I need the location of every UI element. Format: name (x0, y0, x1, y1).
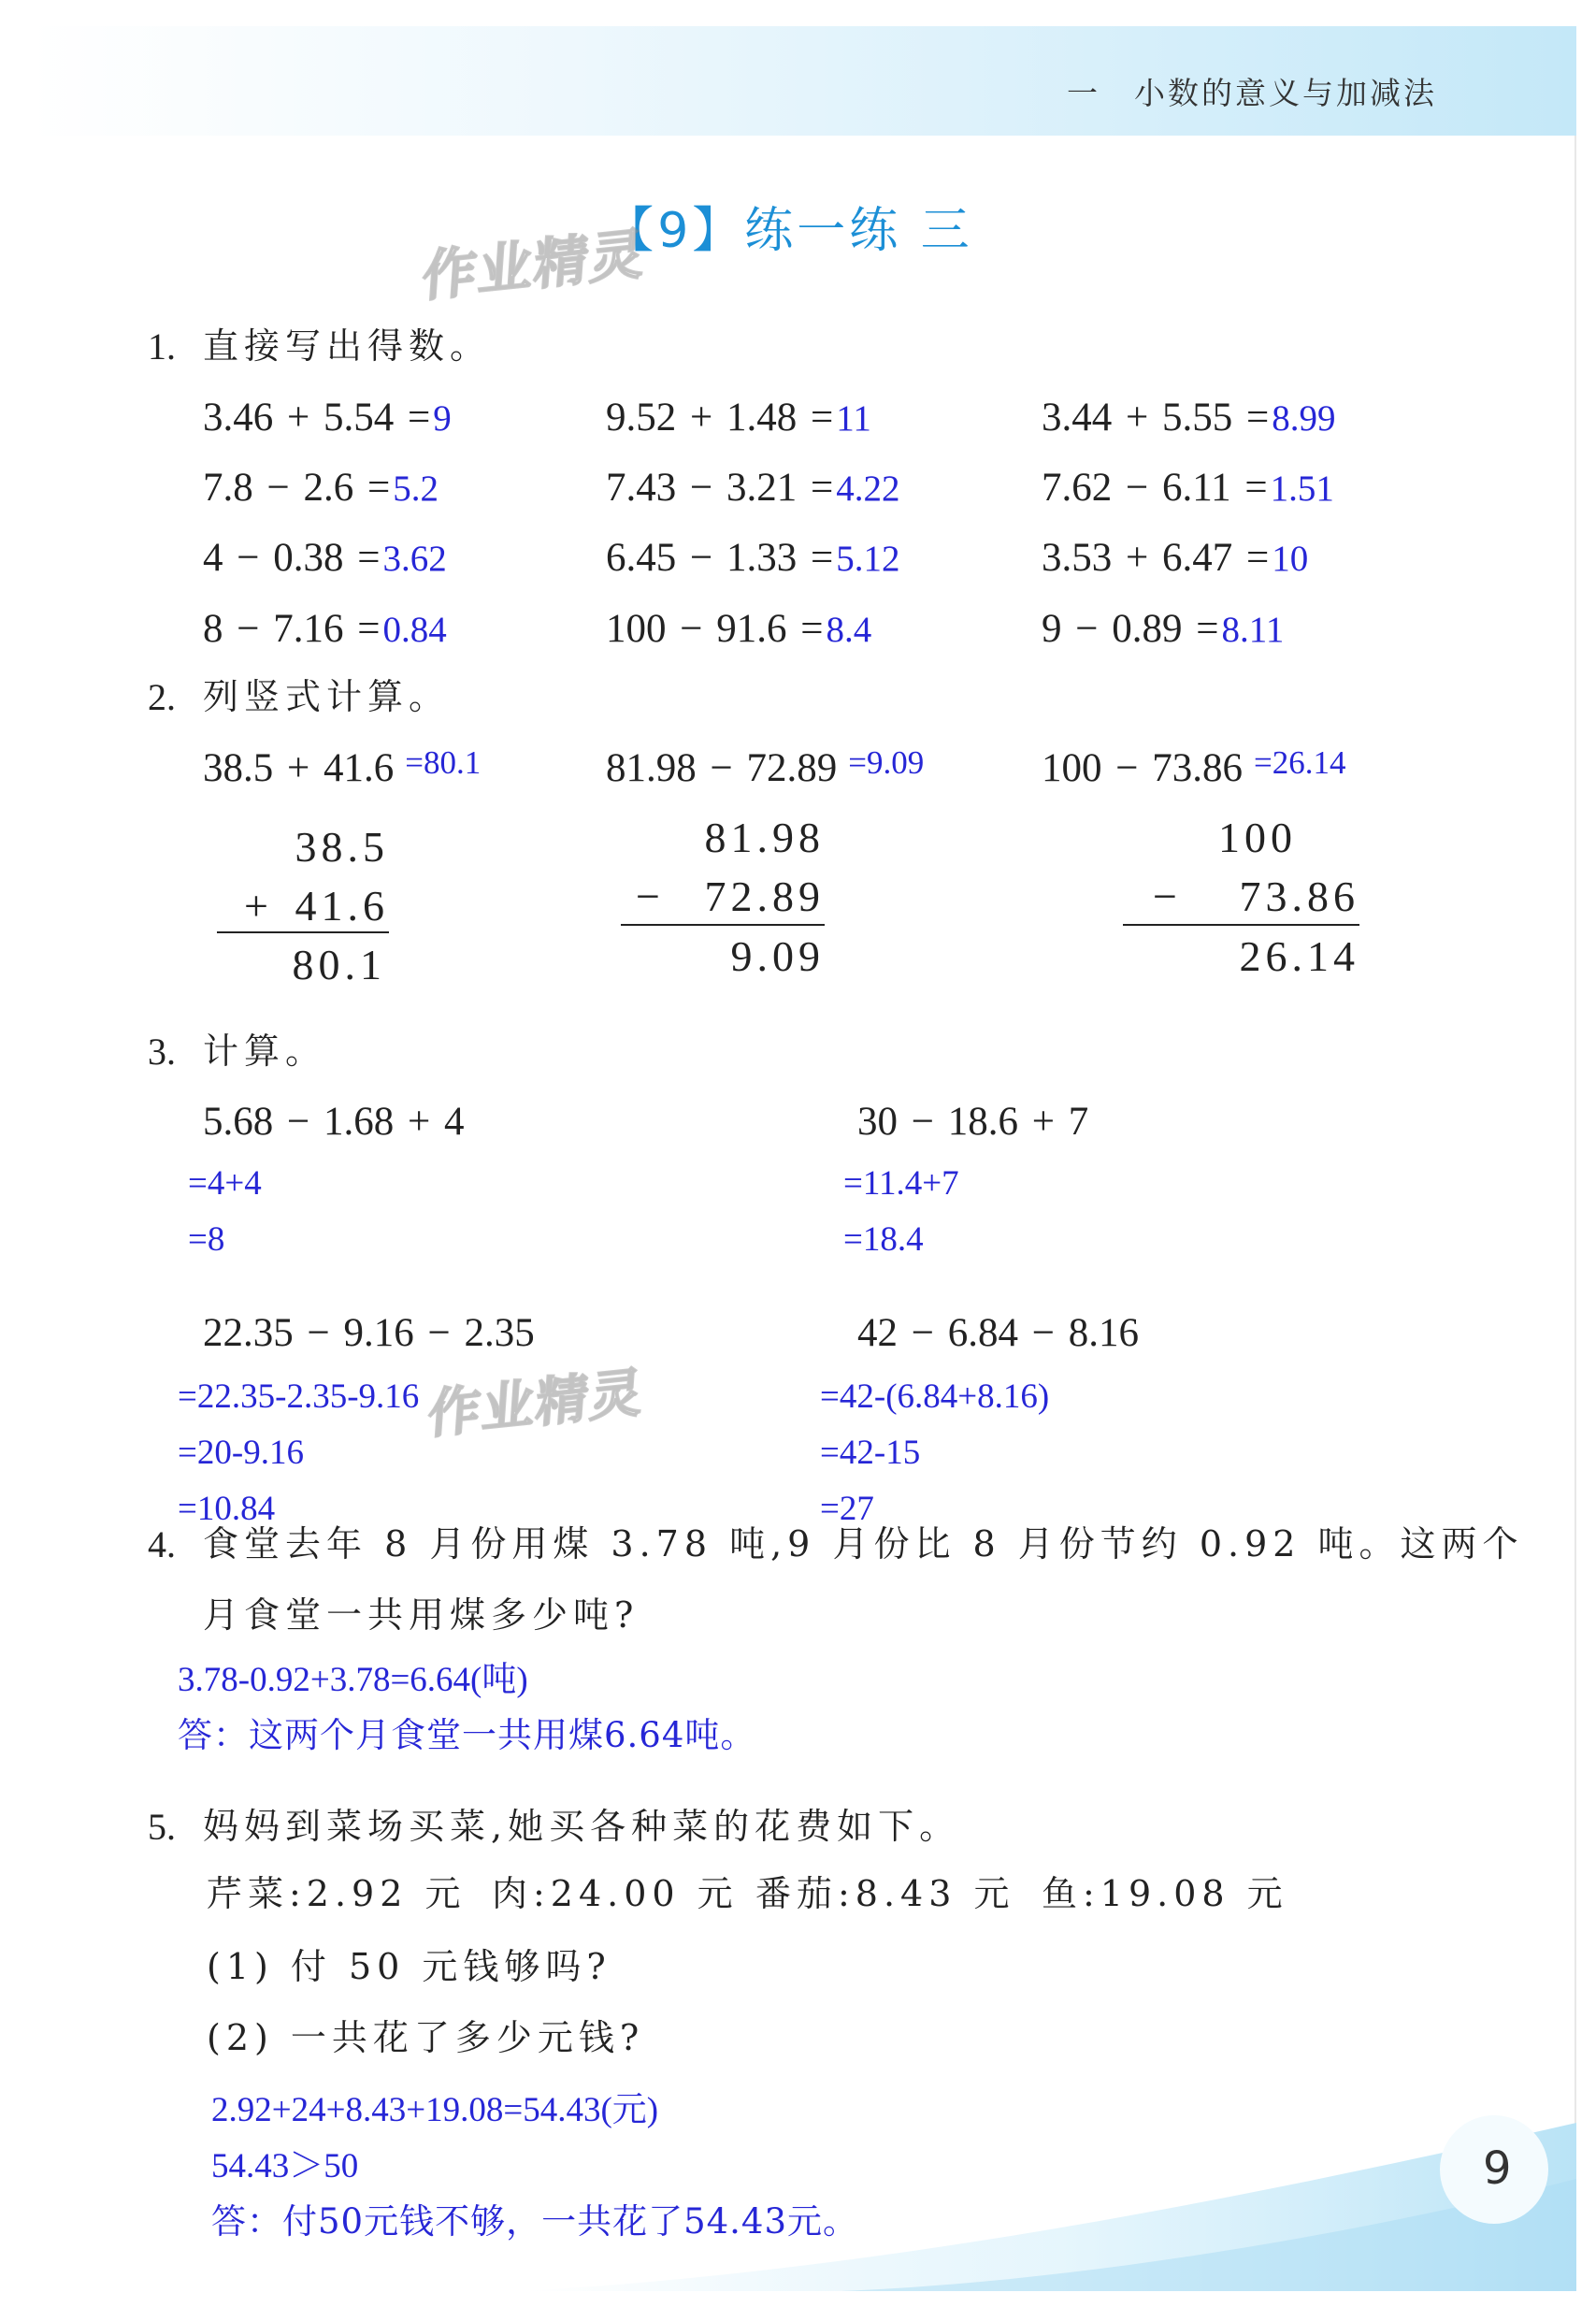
q1-answer: 8.11 (1221, 610, 1285, 650)
q1-expression: 8 − 7.16 = (203, 607, 381, 651)
q1-item (1042, 534, 1308, 583)
q1-item (606, 605, 871, 654)
q1-expression: 3.46 + 5.54 = (203, 396, 431, 440)
page-number: 9 (1483, 2142, 1512, 2195)
q3-step: =42-(6.84+8.16) (820, 1377, 1050, 1416)
watermark-logo: 作业精灵 (425, 1362, 647, 1447)
q3-step: =42-15 (820, 1434, 921, 1472)
vertical-operator: − (636, 872, 660, 920)
q1-expression: 4 − 0.38 = (203, 536, 381, 580)
q1-item (606, 394, 871, 442)
q3-prompt: 计算。 (203, 1031, 327, 1072)
chapter-title: 一 小数的意义与加减法 (1067, 75, 1437, 111)
q1-expression: 9.52 + 1.48 = (606, 396, 834, 440)
q1-answer: 1.51 (1270, 469, 1334, 509)
q3-expression: 42 − 6.84 − 8.16 (857, 1311, 1140, 1355)
vertical-result: 9.09 (730, 932, 825, 980)
q5-price-item: 芹菜:2.92 元 (207, 1873, 467, 1914)
q2-expression: 38.5 + 41.6 (203, 746, 395, 790)
q1-item (606, 534, 900, 583)
q4-number: 4. (148, 1523, 176, 1565)
q1-answer: 11 (836, 398, 871, 439)
q5-answer: 答：付50元钱不够，一共花了54.43元。 (211, 2201, 859, 2242)
q1-answer: 9 (433, 398, 452, 439)
vertical-bottom-number: 73.86 (1239, 872, 1359, 920)
q1-item (203, 605, 447, 654)
q2-prompt: 列竖式计算。 (203, 676, 451, 717)
q4-prompt-line1: 食堂去年 8 月份用煤 3.78 吨,9 月份比 8 月份节约 0.92 吨。这两个 (203, 1523, 1524, 1564)
q3-step: =11.4+7 (843, 1164, 959, 1203)
q1-expression: 7.8 − 2.6 = (203, 466, 391, 510)
q5-price-item: 肉:24.00 元 (492, 1873, 739, 1914)
q3-step: =20-9.16 (178, 1434, 304, 1472)
q5-prompt: 妈妈到菜场买菜,她买各种菜的花费如下。 (203, 1806, 961, 1847)
vertical-operator: + (244, 882, 268, 930)
q3-expression: 5.68 − 1.68 + 4 (203, 1100, 465, 1144)
q2-problem (203, 744, 481, 793)
vertical-calculation (621, 804, 825, 991)
q1-answer: 0.84 (382, 610, 447, 650)
q1-item (606, 464, 900, 512)
q3-step: =4+4 (188, 1164, 262, 1203)
vertical-top-number: 38.5 (295, 823, 389, 871)
q5-price-item: 番茄:8.43 元 (755, 1873, 1015, 1914)
q1-expression: 3.44 + 5.55 = (1042, 396, 1270, 440)
q2-expression: 81.98 − 72.89 (606, 746, 838, 790)
q4-answer: 答：这两个月食堂一共用煤6.64吨。 (178, 1715, 756, 1755)
q5-price-item: 鱼:19.08 元 (1042, 1873, 1288, 1914)
q3-step: =18.4 (843, 1220, 924, 1259)
vertical-bottom-number: 41.6 (295, 882, 389, 930)
q1-item (203, 534, 447, 583)
vertical-sum-line (1123, 924, 1359, 926)
q1-item (1042, 464, 1334, 512)
page-edge (1574, 136, 1576, 2291)
q1-item (203, 394, 452, 442)
q1-expression: 6.45 − 1.33 = (606, 536, 834, 580)
vertical-operator: − (1153, 872, 1177, 920)
vertical-result: 80.1 (292, 941, 386, 988)
q1-answer: 8.4 (826, 610, 872, 650)
q1-prompt: 直接写出得数。 (203, 325, 492, 367)
watermark-logo: 作业精灵 (420, 221, 649, 310)
q1-expression: 9 − 0.89 = (1042, 607, 1219, 651)
q2-expression: 100 − 73.86 (1042, 746, 1244, 790)
q1-answer: 5.2 (393, 469, 439, 509)
vertical-sum-line (621, 924, 825, 926)
vertical-result: 26.14 (1239, 932, 1359, 980)
q1-item (1042, 605, 1284, 654)
q5-solution: 2.92+24+8.43+19.08=54.43(元) (211, 2091, 659, 2129)
q2-problem (606, 744, 924, 793)
q1-item (1042, 394, 1336, 442)
q3-step: =10.84 (178, 1490, 276, 1528)
q1-answer: 8.99 (1272, 398, 1336, 439)
q1-number: 1. (148, 325, 176, 368)
q3-number: 3. (148, 1031, 176, 1073)
q1-answer: 5.12 (836, 539, 900, 579)
q1-expression: 100 − 91.6 = (606, 607, 824, 651)
vertical-sum-line (217, 931, 389, 933)
vertical-calculation (217, 814, 389, 1001)
q4-prompt-line2: 月食堂一共用煤多少吨? (203, 1594, 640, 1636)
q2-number: 2. (148, 676, 176, 718)
q1-answer: 10 (1272, 539, 1309, 579)
q1-answer: 4.22 (836, 469, 900, 509)
q2-answer: =80.1 (405, 744, 482, 781)
header-banner (30, 26, 1576, 136)
q4-solution: 3.78-0.92+3.78=6.64(吨) (178, 1661, 528, 1699)
q1-expression: 3.53 + 6.47 = (1042, 536, 1270, 580)
q3-expression: 22.35 − 9.16 − 2.35 (203, 1311, 535, 1355)
vertical-bottom-number: 72.89 (704, 872, 825, 920)
q5-number: 5. (148, 1806, 176, 1848)
q1-item (203, 464, 439, 512)
q2-problem (1042, 744, 1346, 793)
q1-answer: 3.62 (382, 539, 447, 579)
vertical-top-number: 81.98 (704, 814, 825, 861)
bottom-wave-decoration (0, 2057, 1596, 2291)
q5-sub-question: (1) 付 50 元钱够吗? (207, 1946, 611, 1987)
q3-step: =27 (820, 1490, 874, 1528)
q2-answer: =26.14 (1254, 744, 1346, 781)
q5-solution: 54.43＞50 (211, 2147, 359, 2185)
q1-expression: 7.43 − 3.21 = (606, 466, 834, 510)
q5-sub-question: (2) 一共花了多少元钱? (207, 2017, 645, 2058)
q3-step: =8 (188, 1220, 225, 1259)
vertical-calculation (1123, 804, 1359, 991)
vertical-top-number: 100 (1218, 814, 1297, 861)
q3-step: =22.35-2.35-9.16 (178, 1377, 420, 1416)
q2-answer: =9.09 (848, 744, 925, 781)
q3-expression: 30 − 18.6 + 7 (857, 1100, 1089, 1144)
q1-expression: 7.62 − 6.11 = (1042, 466, 1268, 510)
page-title: 【9】练一练 三 (605, 203, 973, 259)
